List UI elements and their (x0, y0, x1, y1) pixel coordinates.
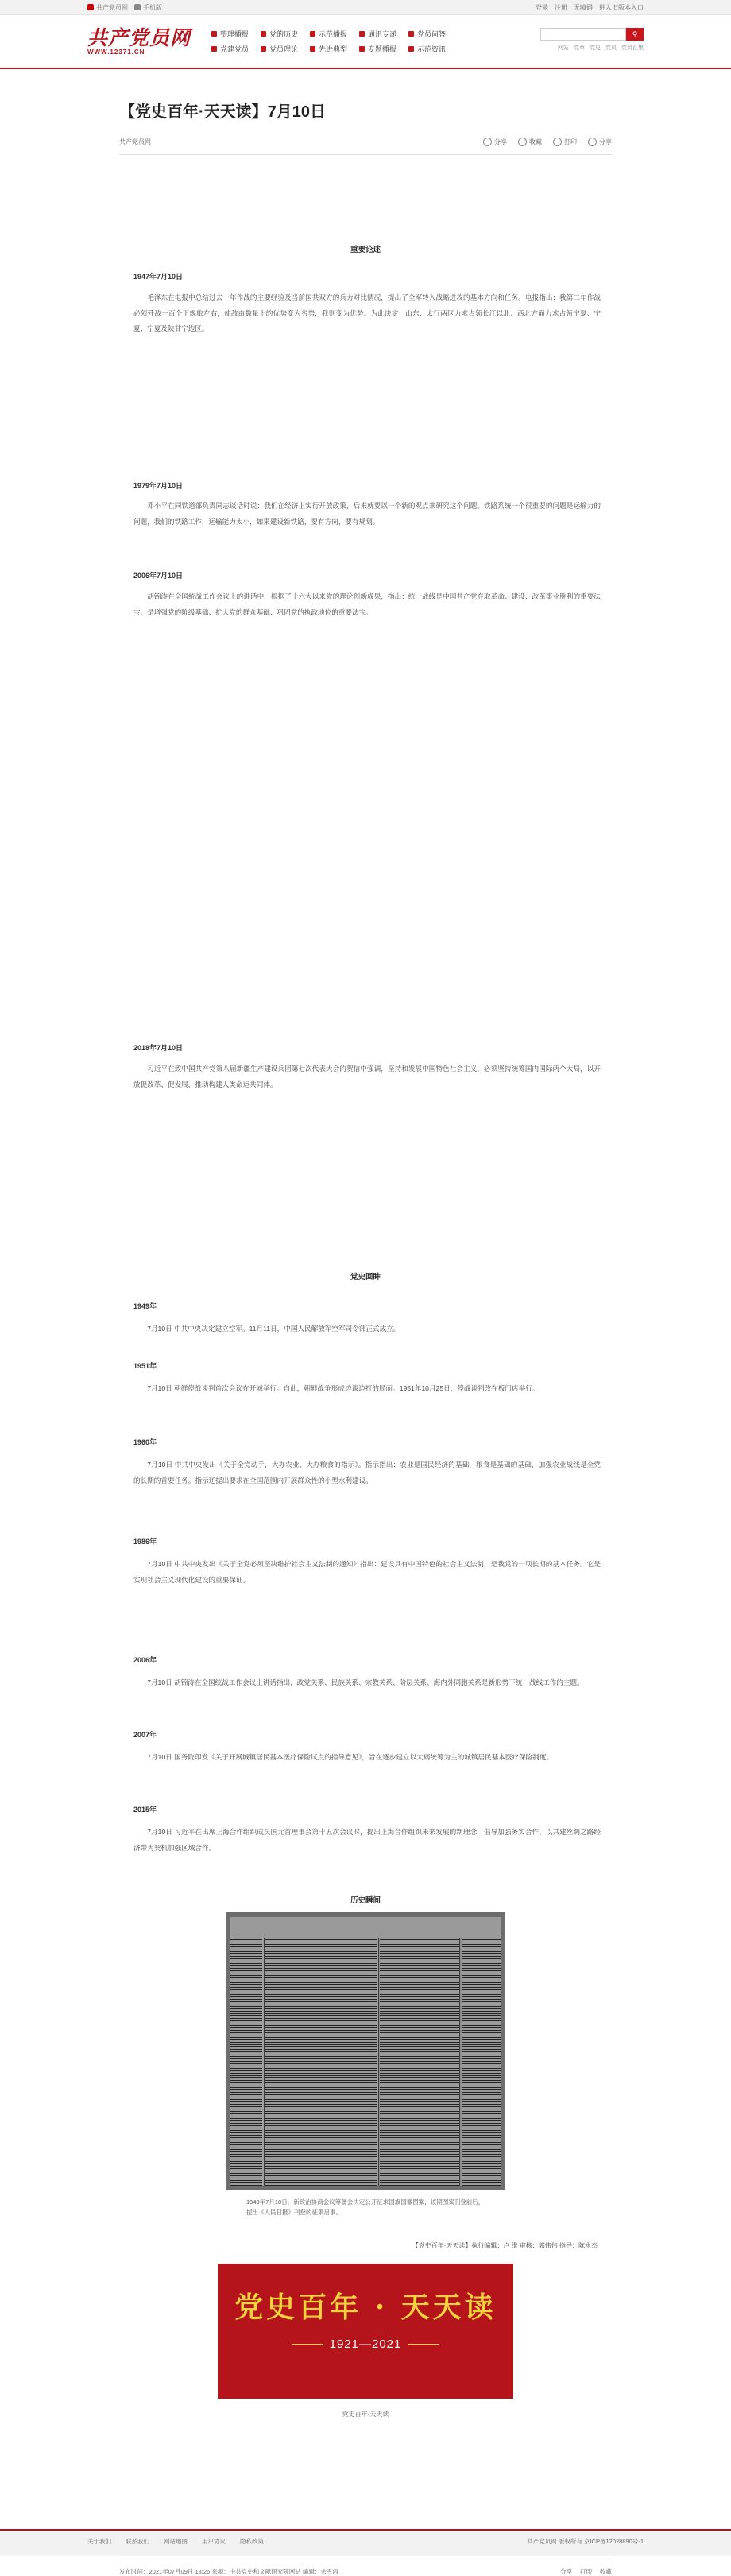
hot-keywords (558, 44, 644, 52)
article-source: 共产党员网 (119, 138, 151, 145)
nav-bullet-icon (310, 46, 315, 52)
date-heading: 1949年 (133, 1302, 157, 1310)
article-footer-meta (119, 2559, 612, 2576)
paragraph: 邓小平在同铁道部负责同志谈话时说：我们在经济上实行开放政策，后来就要以一个新的观点来研究这个问题。铁路系统一个很重要的问题是运输力的问题，我们的铁路工作，运输能力太小，如果建设新铁路，要有方向，要有规划。 (133, 502, 601, 526)
mobile-link[interactable]: 手机版 (134, 3, 162, 12)
banner-caption: 党史百年·天天读 (342, 2411, 389, 2418)
hotword[interactable]: 党史 (590, 45, 601, 51)
nav-bullet-icon (359, 31, 365, 37)
footer-tools (560, 2567, 612, 2576)
hotword[interactable]: 党员 (605, 45, 617, 51)
date-heading: 1960年 (133, 1438, 157, 1446)
footer-link[interactable]: 隐私政策 (240, 2538, 264, 2545)
paragraph: 7月10日 国务院印发《关于开展城镇居民基本医疗保险试点的指导意见》，旨在逐步建立以大病统筹为主的城镇居民基本医疗保险制度。 (147, 1753, 554, 1761)
share-icon (483, 138, 492, 146)
date-heading: 1979年7月10日 (133, 482, 184, 490)
footer-link[interactable]: 联系我们 (126, 2538, 149, 2545)
publish-info: 发布时间：2021年07月09日 18:26 来源：中共党史和文献研究院网站 编辑：余雪西 (119, 2568, 338, 2575)
paragraph: 7月10日 中共中央发出《关于全党必须坚决维护社会主义法制的通知》指出：建设具有中国特色的社会主义法制，是我党的一项长期的基本任务。它是实现社会主义现代化建设的重要保证。 (133, 1560, 601, 1584)
nav-bullet-icon (261, 46, 266, 52)
nav-bullet-icon (310, 31, 315, 37)
banner-image (218, 2264, 513, 2399)
nav-item[interactable]: 示范播报 (310, 29, 359, 39)
paragraph: 7月10日 习近平在出席上海合作组织成员国元首理事会第十五次会议时，提出上海合作组织未来发展的新理念，倡导加强务实合作、以共建丝绸之路经济带为契机加强区域合作。 (133, 1828, 601, 1852)
site-logo[interactable]: 共产党员网 WWW.12371.CN (87, 25, 191, 56)
nav-item[interactable]: 党的历史 (261, 29, 310, 39)
nav-bullet-icon (261, 31, 266, 37)
paragraph: 毛泽东在电报中总结过去一年作战的主要经验及当前国共双方的兵力对比情况，提出了全军转入战略进攻的基本方向和任务。电报指出：我第二年作战必须歼敌一百个正规旅左右，使敌由数量上的优势变为劣势，我则变为优势。为此决定：山东、太行两区力求占领长江以北；西北方面力求占领宁夏、宁夏、宁夏及陕甘宁边区。 (133, 293, 601, 333)
section-heading: 重要论述 (350, 246, 381, 254)
footer-favorite-button[interactable]: 收藏 (600, 2568, 612, 2575)
paragraph: 胡锦涛在全国统战工作会议上的讲话中，根据了十六大以来党的理论创新成果，指出：统一战线是中国共产党夺取革命、建设、改革事业胜利的重要法宝，是增强党的阶级基础、扩大党的群众基础、巩固党的执政地位的重要法宝。 (133, 592, 601, 616)
login-link[interactable]: 登录 (536, 3, 548, 11)
search-icon: ⚲ (632, 30, 638, 38)
footer-share-button[interactable]: 分享 (560, 2568, 572, 2575)
main-nav (211, 29, 458, 54)
print-icon (553, 138, 562, 146)
paragraph: 7月10日 胡锦涛在全国统战工作会议上讲话指出，政党关系、民族关系、宗教关系、阶层关系、海内外同胞关系是新形势下统一战线工作的主题。 (147, 1678, 584, 1686)
historic-photo (119, 1912, 612, 2217)
hotword[interactable]: 党章 (574, 45, 585, 51)
article-meta (119, 138, 612, 155)
footer-link[interactable]: 网站地图 (164, 2538, 188, 2545)
nav-item[interactable]: 先进典型 (310, 44, 359, 54)
footer-link[interactable]: 用户协议 (202, 2538, 226, 2545)
paragraph: 7月10日 中共中央发出《关于全党动手，大办农业，大办粮食的指示》。指示指出：农业是国民经济的基础，粮食是基础的基础，加强农业战线是全党的长期的首要任务。指示还提出要求在全国范围内开展群众性的小型水利建设。 (133, 1461, 601, 1484)
paragraph: 7月10日 中共中央决定建立空军。11月11日，中国人民解放军空军司令部正式成立。 (147, 1325, 400, 1333)
nav-bullet-icon (359, 46, 365, 52)
site-header (87, 15, 644, 68)
share-icon (588, 138, 597, 146)
nav-item[interactable]: 整理播报 (211, 29, 261, 39)
banner-years: 1921—2021 (329, 2337, 402, 2351)
search-button[interactable] (626, 28, 644, 41)
date-heading: 1947年7月10日 (133, 273, 184, 281)
home-icon (87, 4, 94, 10)
photo-caption: 1949年7月10日，新政治协商会议筹备会决定公开征求国旗国徽图案，该期图案刊登前后，提出《人民日报》刊登的征集启事。 (246, 2198, 485, 2216)
date-heading: 2007年 (133, 1731, 157, 1739)
section-heading: 历史瞬间 (350, 1896, 381, 1905)
nav-bullet-icon (211, 46, 217, 52)
nav-item[interactable]: 通讯专递 (359, 29, 408, 39)
section-heading: 党史回眸 (350, 1273, 381, 1282)
date-heading: 2015年 (133, 1806, 157, 1814)
accessibility-link[interactable]: 无障碍 (574, 3, 593, 11)
site-footer (0, 2529, 731, 2556)
article-title: 【党史百年·天天读】7月10日 (119, 103, 327, 121)
banner-title: 党史百年 · 天天读 (234, 2291, 497, 2324)
favorite-button[interactable]: 收藏 (518, 138, 542, 146)
nav-item[interactable]: 示范资讯 (408, 44, 458, 54)
search-input[interactable] (540, 28, 626, 41)
mobile-icon (134, 4, 141, 10)
print-button[interactable]: 打印 (553, 138, 577, 146)
date-heading: 1986年 (133, 1538, 157, 1546)
nav-item[interactable]: 专题播报 (359, 44, 408, 54)
newspaper-image (226, 1912, 505, 2190)
nav-item[interactable]: 党建党员 (211, 44, 261, 54)
nav-item[interactable]: 党员理论 (261, 44, 310, 54)
date-heading: 1951年 (133, 1362, 157, 1370)
copyright: 共产党员网 版权所有 京ICP备12028890号-1 (527, 2538, 644, 2545)
nav-bullet-icon (408, 31, 414, 37)
share-button[interactable]: 分享 (483, 138, 507, 146)
article-tools (483, 138, 612, 146)
star-icon (518, 138, 527, 146)
top-utility-bar (0, 0, 731, 15)
hotword[interactable]: 网站 (558, 45, 569, 51)
old-version-link[interactable]: 进入旧版本入口 (599, 3, 644, 11)
share-more-button[interactable]: 分享 (588, 138, 612, 146)
paragraph: 习近平在致中国共产党第八届新疆生产建设兵团第七次代表大会的贺信中强调，坚持和发展中国特色社会主义，必须坚持统筹国内国际两个大局，以开放促改革、促发展，推动构建人类命运共同体。 (133, 1065, 601, 1088)
series-banner (119, 2264, 612, 2423)
home-link[interactable]: 共产党员网 (87, 3, 128, 12)
nav-bullet-icon (408, 46, 414, 52)
date-heading: 2006年7月10日 (133, 572, 184, 580)
date-heading: 2006年 (133, 1656, 157, 1664)
search-box (540, 28, 644, 41)
register-link[interactable]: 注册 (555, 3, 567, 11)
hotword[interactable]: 党员汇集 (621, 45, 644, 51)
paragraph: 7月10日 朝鲜停战谈判首次会议在开城举行。自此，朝鲜战争形成边谈边打的局面。1951年10月25日，停战谈判改在板门店举行。 (147, 1384, 540, 1392)
footer-print-button[interactable]: 打印 (580, 2568, 592, 2575)
footer-link[interactable]: 关于我们 (87, 2538, 111, 2545)
editor-credits: 【党史百年·天天读】执行编辑：卢 维 审核：郭伟伟 指导：陈永杰 (412, 2242, 598, 2249)
date-heading: 2018年7月10日 (133, 1044, 184, 1052)
nav-item[interactable]: 党员问答 (408, 29, 458, 39)
nav-bullet-icon (211, 31, 217, 37)
